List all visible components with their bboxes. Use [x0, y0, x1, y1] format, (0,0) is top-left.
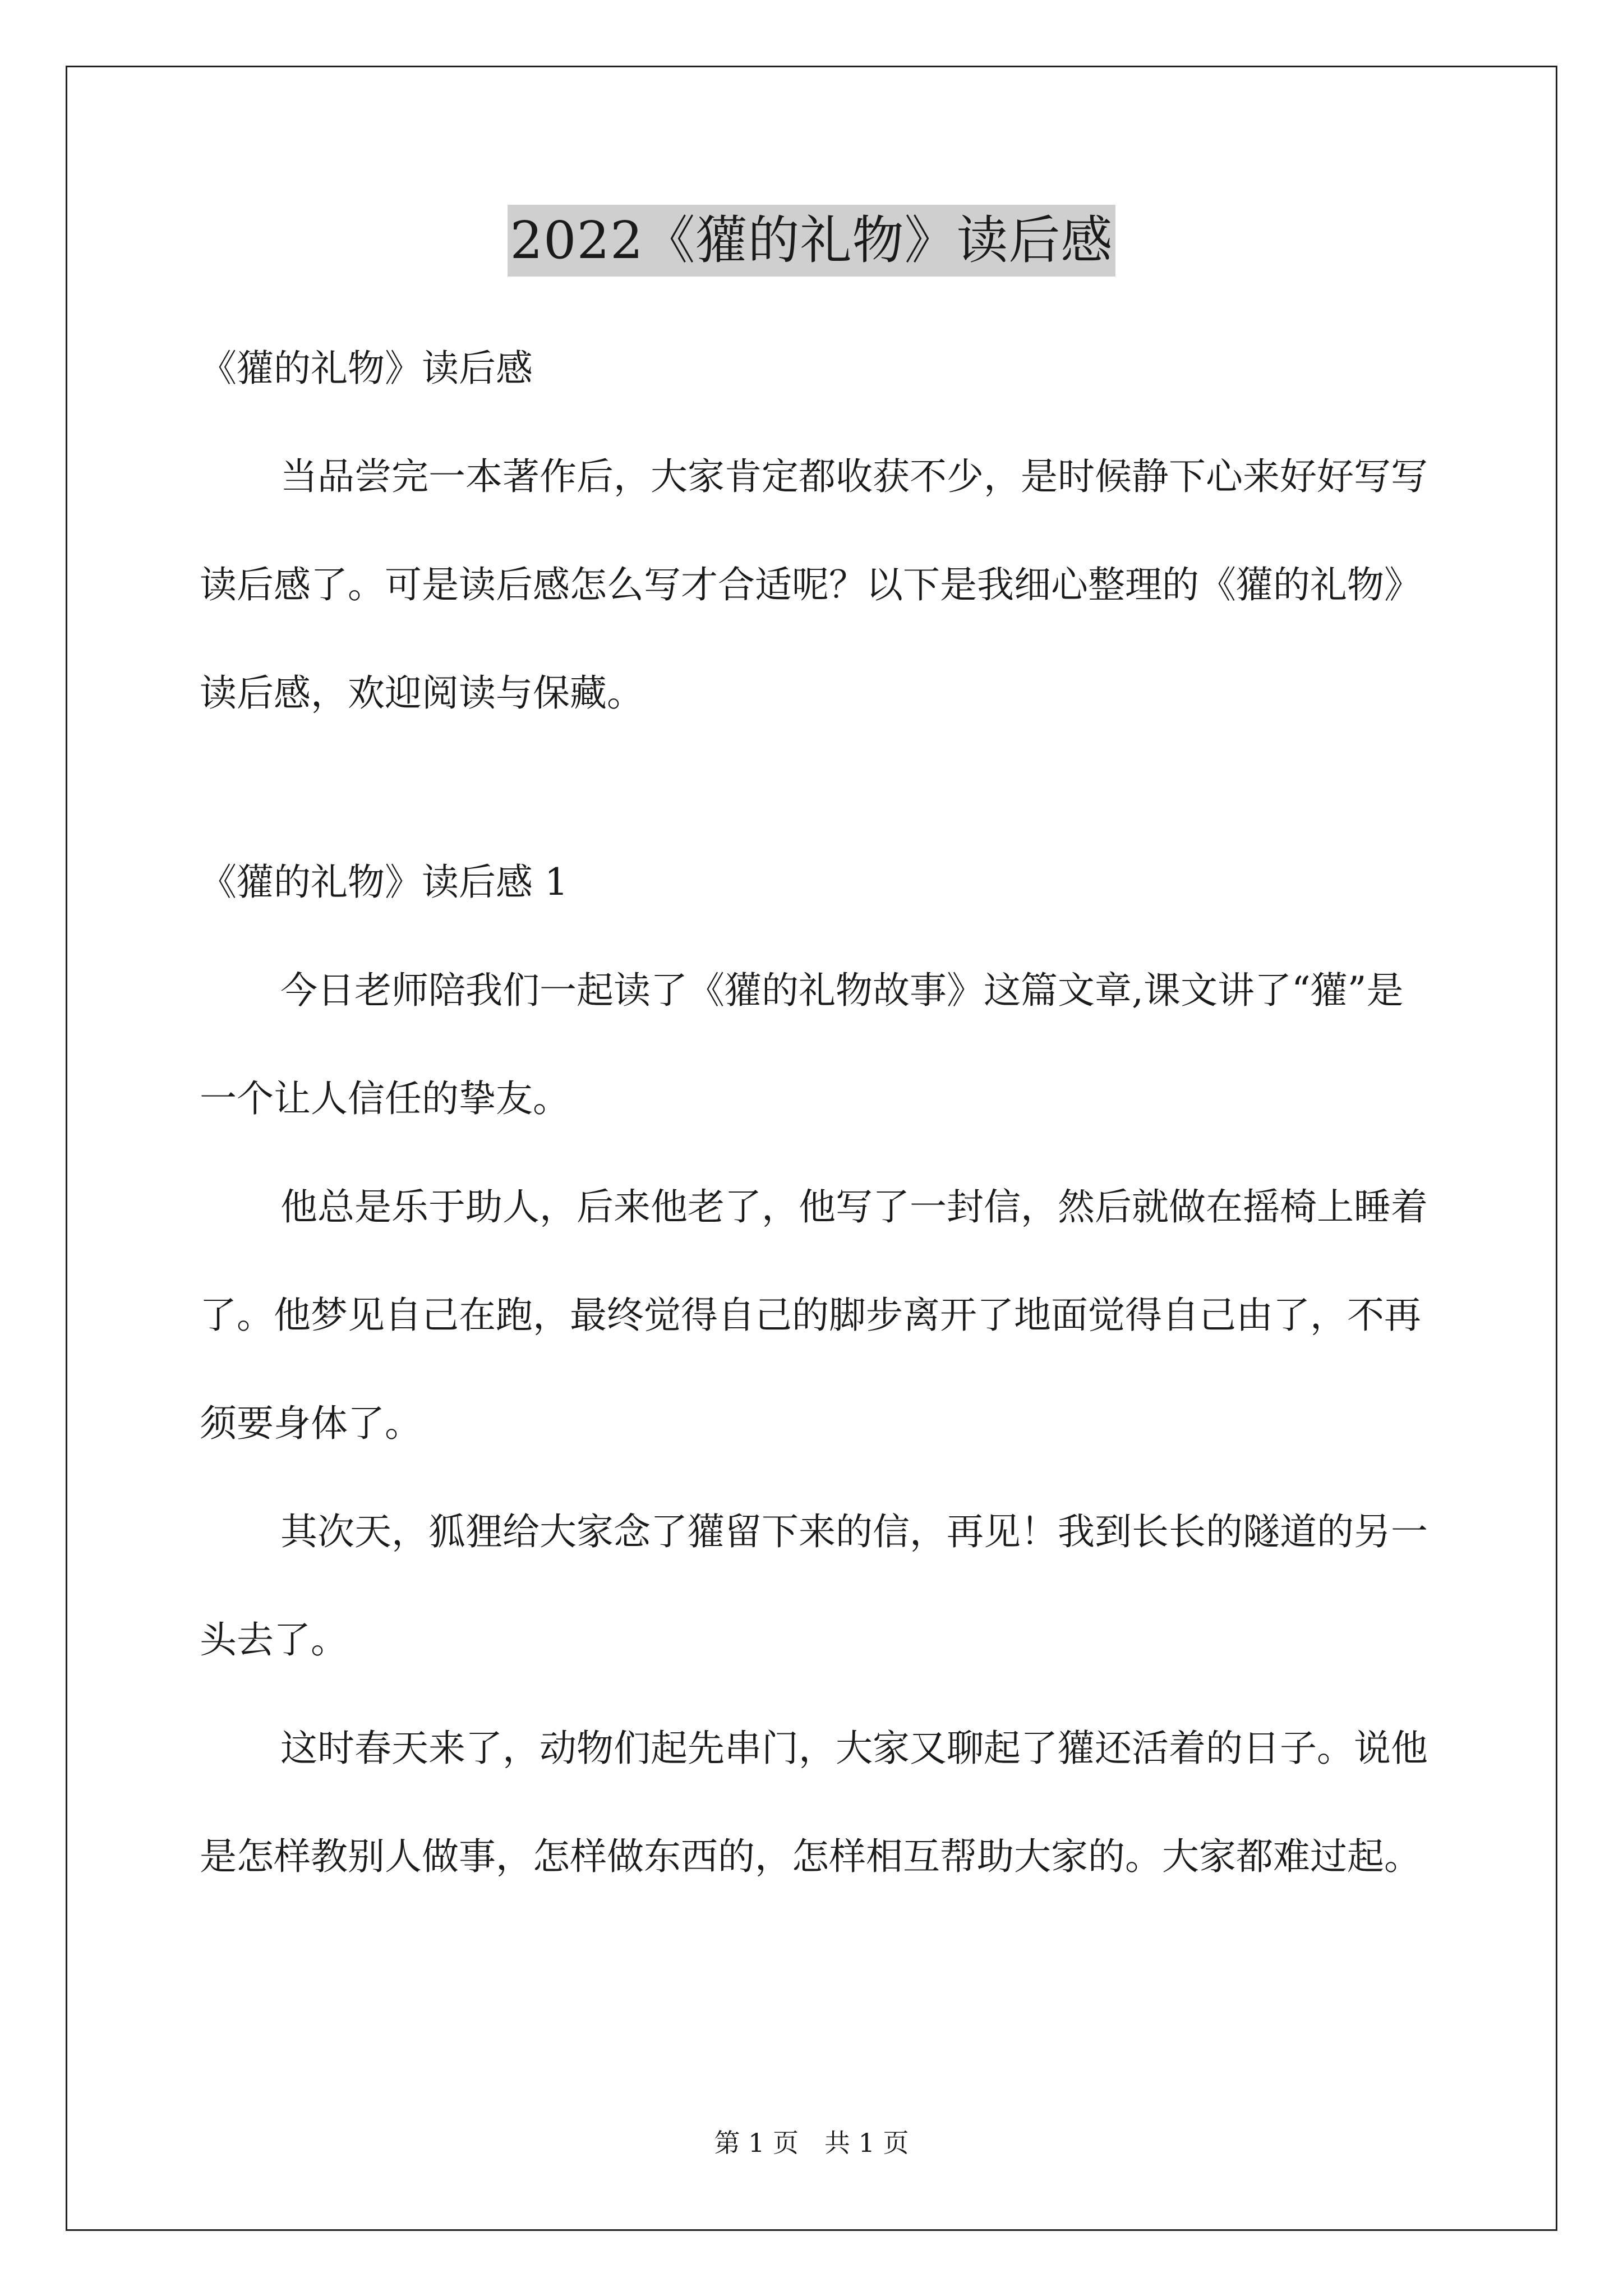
- section-heading: 《獾的礼物》读后感 1: [200, 861, 568, 904]
- title-container: [0, 205, 1623, 277]
- intro-paragraph: 当品尝完一本著作后，大家肯定都收获不少，是时候静下心来好好写写读后感了。可是读后感怎么写才合适呢？以下是我细心整理的《獾的礼物》读后感，欢迎阅读与保藏。: [200, 455, 1428, 715]
- document-body: [200, 314, 1433, 1911]
- page-footer: [0, 2126, 1623, 2160]
- section-spacer: [200, 747, 1433, 828]
- subtitle: 《獾的礼物》读后感: [200, 347, 533, 390]
- body-paragraph: 其次天，狐狸给大家念了獾留下来的信，再见！我到长长的隧道的另一头去了。: [200, 1510, 1428, 1662]
- document-title: 2022《獾的礼物》读后感: [508, 205, 1115, 277]
- page-number: 第 1 页 共 1 页: [714, 2128, 909, 2158]
- body-paragraph: 他总是乐于助人，后来他老了，他写了一封信，然后就做在摇椅上睡着了。他梦见自己在跑，最终觉得自己的脚步离开了地面觉得自己由了，不再须要身体了。: [200, 1185, 1428, 1445]
- body-paragraph: 今日老师陪我们一起读了《獾的礼物故事》这篇文章,课文讲了“獾”是一个让人信任的挚友。: [200, 969, 1404, 1120]
- body-paragraph: 这时春天来了，动物们起先串门，大家又聊起了獾还活着的日子。说他是怎样教别人做事，怎样做东西的，怎样相互帮助大家的。大家都难过起。: [200, 1727, 1428, 1878]
